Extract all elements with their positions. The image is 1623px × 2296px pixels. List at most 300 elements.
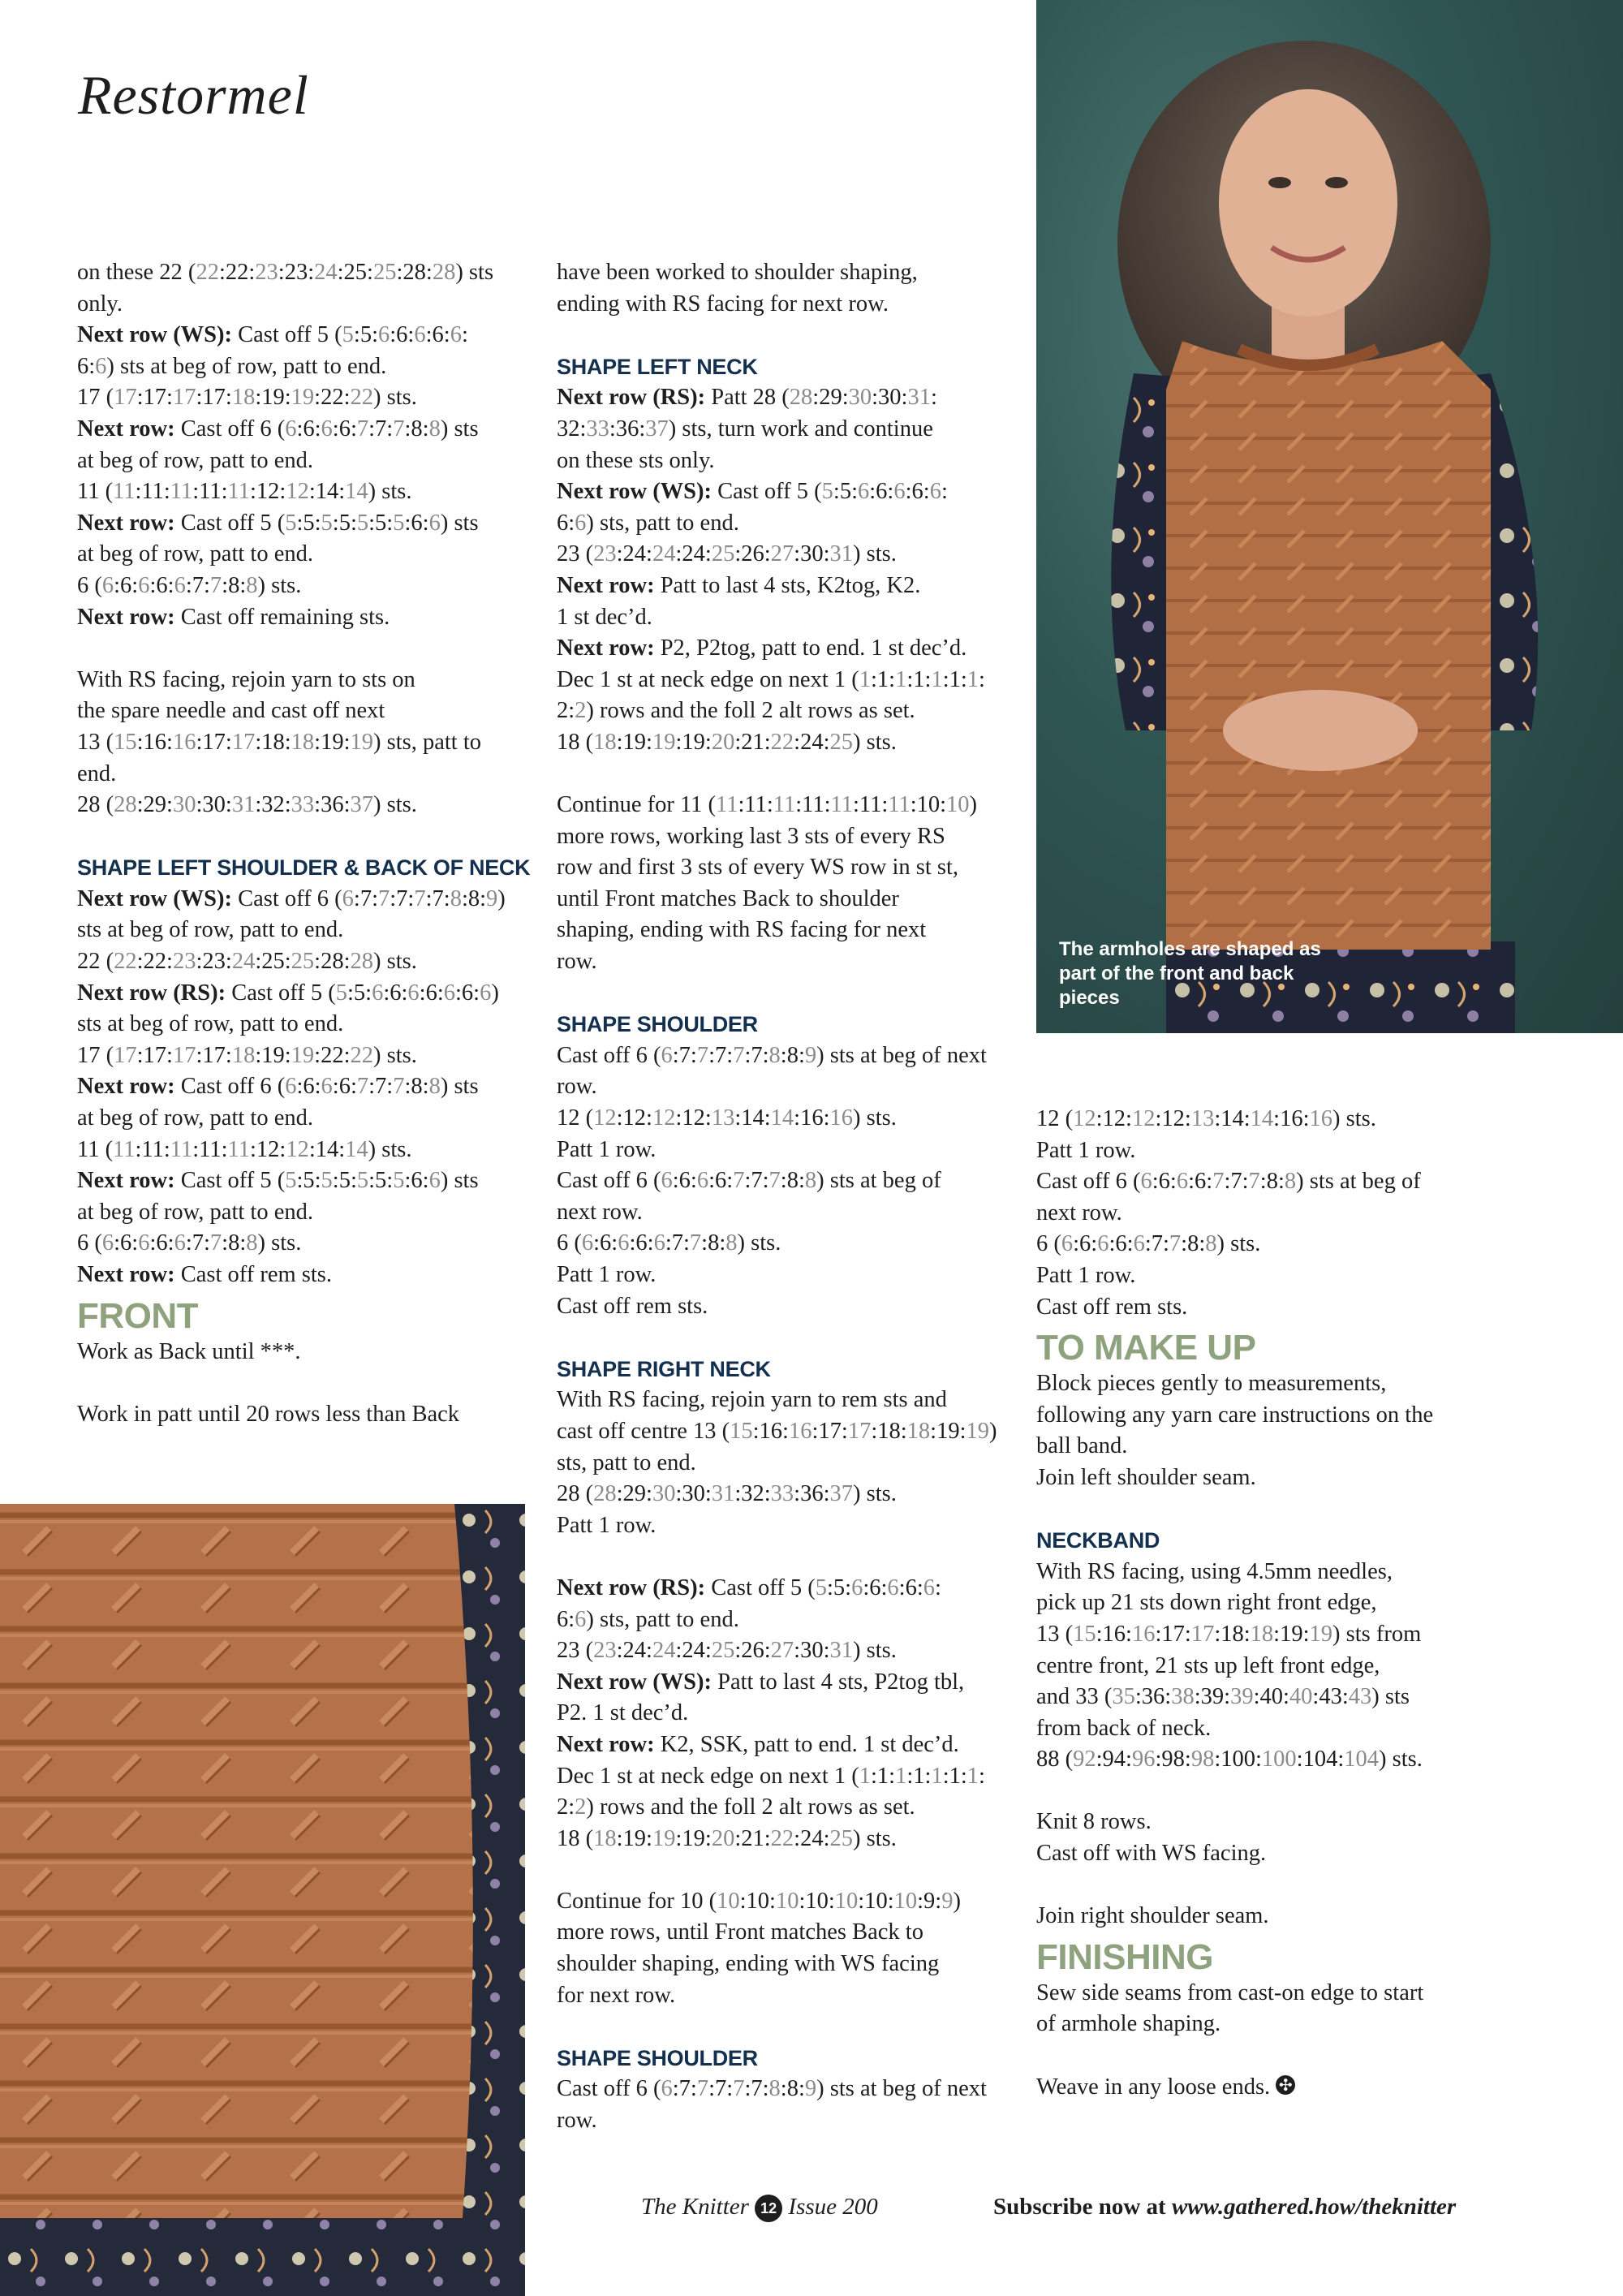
row-label: Next row: <box>557 572 655 598</box>
size-value: 30 <box>172 792 196 818</box>
row-label: Next row (WS): <box>77 885 233 911</box>
text-run: :32: <box>734 1481 771 1507</box>
pattern-text-line <box>77 915 532 946</box>
pattern-text-line <box>77 289 532 321</box>
pattern-text-line <box>557 1667 1011 1699</box>
text-run: 17 ( <box>77 1042 114 1068</box>
size-value: 23 <box>593 1638 617 1664</box>
text-run: ) <box>969 792 978 818</box>
model-illustration <box>1036 0 1623 1033</box>
text-run: :19: <box>616 1825 652 1851</box>
size-value: 5 <box>356 510 369 536</box>
size-value: 92 <box>1073 1747 1096 1773</box>
pattern-text-line <box>557 1103 1011 1135</box>
size-value: 7 <box>733 2076 745 2102</box>
pattern-text-line <box>77 602 532 634</box>
size-value: 17 <box>114 1042 137 1068</box>
text-run: :17: <box>136 1042 173 1068</box>
subsection-heading: SHAPE RIGHT NECK <box>557 1356 771 1381</box>
text-run: Weave in any loose ends. <box>1036 2074 1271 2100</box>
row-label: Next row: <box>77 1168 175 1194</box>
pattern-text-line <box>557 1698 1011 1730</box>
size-value: 5 <box>335 980 347 1006</box>
text-run: Cast off 6 ( <box>557 1042 661 1068</box>
text-run: :7: <box>185 572 210 598</box>
size-value: 6 <box>1176 1169 1189 1195</box>
pattern-text-line <box>77 476 532 508</box>
size-value: 22 <box>350 1042 373 1068</box>
pattern-text-line <box>557 633 1011 665</box>
text-run: :7: <box>185 1230 210 1256</box>
pattern-text-line <box>77 351 532 383</box>
text-run: following any yarn care instructions on the <box>1036 1402 1434 1428</box>
size-value: 11 <box>227 1136 250 1162</box>
text-run: :9: <box>917 1888 942 1914</box>
pattern-text-line <box>557 1135 1011 1166</box>
row-label: Next row: <box>77 604 175 630</box>
text-column-2 <box>557 257 1011 2137</box>
text-run: 12 ( <box>557 1105 594 1131</box>
text-run: :6: <box>898 1574 923 1600</box>
subsection-heading: SHAPE SHOULDER <box>557 1012 758 1037</box>
row-label: Next row: <box>557 1731 655 1757</box>
text-run: :12: <box>249 479 286 505</box>
pattern-text-line <box>557 884 1011 915</box>
text-run: 6 ( <box>77 572 102 598</box>
pattern-text-line <box>1036 1682 1491 1713</box>
size-value: 7 <box>733 1042 745 1068</box>
text-run: Continue for 10 ( <box>557 1888 717 1914</box>
text-run: :6: <box>419 980 444 1006</box>
size-value: 31 <box>907 385 931 411</box>
size-value: 18 <box>231 385 256 411</box>
size-value: 1 <box>895 1763 907 1789</box>
pattern-text-line <box>1036 2072 1491 2104</box>
text-run: :24: <box>675 1638 712 1664</box>
size-value: 28 <box>432 260 456 285</box>
size-value: 31 <box>829 541 853 567</box>
text-run: 6: <box>77 353 96 379</box>
size-value: 6 <box>138 572 150 598</box>
text-run: :5: <box>353 322 378 348</box>
paragraph-gap <box>557 1322 1011 1354</box>
size-value: 28 <box>350 949 373 975</box>
pattern-text-line <box>77 1165 532 1197</box>
text-run: :17: <box>812 1418 848 1444</box>
text-run: :16: <box>1096 1621 1132 1647</box>
text-run: :16: <box>794 1105 830 1131</box>
pattern-text-line <box>557 1635 1011 1667</box>
text-run: Cast off rem sts. <box>1036 1294 1188 1320</box>
size-value: 37 <box>350 792 373 818</box>
subsection-heading: NECKBAND <box>1036 1528 1160 1553</box>
text-run: ) sts <box>455 260 494 285</box>
text-run: row. <box>557 2108 597 2134</box>
size-value: 11 <box>113 1136 136 1162</box>
text-run: :12: <box>1096 1106 1132 1131</box>
knit-detail-illustration <box>0 1504 525 2296</box>
size-value: 7 <box>1169 1231 1182 1257</box>
text-run: :22: <box>314 1042 351 1068</box>
text-run: cast off centre 13 ( <box>557 1418 730 1444</box>
text-run: ) sts. <box>257 1230 302 1256</box>
text-run: :7: <box>708 2076 734 2102</box>
size-value: 33 <box>586 416 609 442</box>
size-value: 7 <box>356 1074 369 1100</box>
size-value: 25 <box>711 1638 735 1664</box>
text-run: :10: <box>799 1888 835 1914</box>
size-value: 6 <box>1061 1231 1074 1257</box>
size-value: 6 <box>378 322 390 348</box>
text-run: ) sts <box>440 510 479 536</box>
size-value: 25 <box>291 949 315 975</box>
size-value: 1 <box>895 666 907 692</box>
text-run: :8: <box>404 1074 429 1100</box>
text-run: ) <box>491 980 499 1006</box>
text-run: :12: <box>249 1136 286 1162</box>
text-run: : <box>461 322 468 348</box>
pattern-text-line <box>77 1040 532 1072</box>
section-heading: FINISHING <box>1036 1936 1213 1977</box>
size-value: 5 <box>356 1168 369 1194</box>
text-run: :11: <box>192 1136 228 1162</box>
size-value: 8 <box>246 572 258 598</box>
size-value: 7 <box>696 1042 709 1068</box>
text-run: P2, P2tog, patt to end. 1 st dec’d. <box>654 635 967 661</box>
pattern-text-line <box>77 1260 532 1291</box>
pattern-text-line <box>1036 1229 1491 1260</box>
size-value: 12 <box>1131 1106 1156 1131</box>
subsection-heading: SHAPE LEFT SHOULDER & BACK OF NECK <box>77 855 531 881</box>
size-value: 13 <box>711 1105 735 1131</box>
pattern-text-line <box>1036 1260 1491 1292</box>
text-run: end. <box>77 760 117 786</box>
size-value: 35 <box>1112 1684 1135 1710</box>
text-run: :5: <box>296 510 321 536</box>
pattern-text-line <box>1036 1713 1491 1745</box>
text-run: :7: <box>672 1042 697 1068</box>
text-run: :17: <box>196 729 232 755</box>
text-run: Patt to last 4 sts, K2tog, K2. <box>654 572 921 598</box>
text-run: :6: <box>296 416 321 442</box>
size-value: 19 <box>1309 1621 1332 1647</box>
size-value: 6 <box>887 1574 899 1600</box>
text-run: pick up 21 sts down right front edge, <box>1036 1590 1377 1616</box>
text-run: ) sts from <box>1332 1621 1422 1647</box>
size-value: 6 <box>342 885 354 911</box>
text-run: :36: <box>794 1481 830 1507</box>
text-run: :8: <box>780 1168 805 1194</box>
text-run: at beg of row, patt to end. <box>77 1199 313 1225</box>
text-run: ) sts, patt to end. <box>586 510 739 536</box>
size-value: 9 <box>486 885 498 911</box>
size-value: 8 <box>428 1074 441 1100</box>
pattern-text-line <box>77 696 532 727</box>
text-run: P2. 1 st dec’d. <box>557 1700 689 1726</box>
size-value: 8 <box>450 885 462 911</box>
text-run: Knit 8 rows. <box>1036 1809 1152 1835</box>
text-run: 13 ( <box>77 729 114 755</box>
text-run: :29: <box>136 792 173 818</box>
size-value: 20 <box>711 1825 735 1851</box>
text-run: :40: <box>1253 1684 1289 1710</box>
text-run: :22: <box>218 260 256 285</box>
text-run: ) sts. <box>368 1136 412 1162</box>
size-value: 8 <box>768 1042 781 1068</box>
paragraph-gap <box>77 821 532 853</box>
pattern-text-line <box>77 946 532 978</box>
size-value: 6 <box>285 1074 297 1100</box>
size-value: 9 <box>804 1042 817 1068</box>
paragraph-gap <box>557 2011 1011 2043</box>
subscribe-link[interactable]: www.gathered.how/theknitter <box>1171 2194 1457 2220</box>
pattern-text-line <box>557 1980 1011 2012</box>
row-label: Next row (RS): <box>557 385 706 411</box>
pattern-text-line <box>557 946 1011 978</box>
text-run: ) rows and the foll 2 alt rows as set. <box>586 1794 915 1820</box>
text-run: Cast off 5 ( <box>174 1168 286 1194</box>
pattern-text-line <box>557 446 1011 477</box>
text-run: :7: <box>744 1042 769 1068</box>
text-run: for next row. <box>557 1982 676 2008</box>
pattern-text-line <box>77 1197 532 1229</box>
page-number-badge: 12 <box>755 2195 782 2222</box>
size-value: 23 <box>255 260 278 285</box>
text-run: :7: <box>425 885 450 911</box>
text-run: With RS facing, using 4.5mm needles, <box>1036 1558 1393 1584</box>
paragraph-gap <box>1036 1870 1491 1902</box>
size-value: 7 <box>356 416 369 442</box>
pattern-text-line <box>557 1917 1011 1949</box>
text-run: 88 ( <box>1036 1747 1074 1773</box>
size-value: 8 <box>725 1230 738 1256</box>
text-run: :11: <box>738 792 773 818</box>
row-label: Next row: <box>77 510 175 536</box>
size-value: 8 <box>1284 1169 1297 1195</box>
text-run: :6: <box>905 479 930 505</box>
size-value: 11 <box>716 792 738 818</box>
size-value: 27 <box>770 1638 794 1664</box>
pattern-text-line <box>557 1479 1011 1510</box>
text-run: shaping, ending with RS facing for next <box>557 917 927 943</box>
text-run: : <box>935 1574 941 1600</box>
text-run: :6: <box>869 479 894 505</box>
text-run: Cast off with WS facing. <box>1036 1841 1267 1867</box>
pattern-text-line <box>557 696 1011 727</box>
size-value: 17 <box>114 385 137 411</box>
size-value: 13 <box>1190 1106 1215 1131</box>
text-run: 12 ( <box>1036 1106 1074 1131</box>
text-run: With RS facing, rejoin yarn to sts on <box>77 666 415 692</box>
size-value: 6 <box>1133 1231 1145 1257</box>
pattern-text-line <box>557 508 1011 540</box>
text-run: of armhole shaping. <box>1036 2011 1221 2037</box>
size-value: 9 <box>804 2076 817 2102</box>
text-run: :7: <box>708 1042 734 1068</box>
text-run: sts at beg of row, patt to end. <box>77 1011 344 1037</box>
text-run: Dec 1 st at neck edge on next 1 ( <box>557 666 859 692</box>
pattern-text-line <box>1036 1462 1491 1494</box>
text-run: :24: <box>616 1638 652 1664</box>
size-value: 6 <box>575 1606 587 1632</box>
text-run: :8: <box>222 1230 247 1256</box>
text-run: ) <box>497 885 506 911</box>
size-value: 6 <box>101 1230 114 1256</box>
text-run: :1: <box>906 666 932 692</box>
text-run: :6: <box>149 572 174 598</box>
size-value: 6 <box>618 1230 630 1256</box>
pattern-text-line <box>557 1761 1011 1793</box>
size-value: 6 <box>1140 1169 1152 1195</box>
pattern-text-line <box>557 790 1011 821</box>
size-value: 1 <box>931 666 943 692</box>
paragraph-gap <box>1036 2040 1491 2072</box>
size-value: 19 <box>350 729 373 755</box>
text-run: ) sts <box>440 416 479 442</box>
size-value: 100 <box>1261 1747 1297 1773</box>
text-run: :19: <box>616 729 652 755</box>
paragraph-gap <box>557 978 1011 1010</box>
size-value: 22 <box>196 260 219 285</box>
size-value: 2 <box>575 1794 587 1820</box>
issue-label: Issue 200 <box>788 2194 878 2220</box>
row-label: Next row: <box>77 1074 175 1100</box>
pattern-text-line <box>77 382 532 414</box>
pattern-text-line <box>557 1165 1011 1197</box>
text-run: :10: <box>910 792 947 818</box>
text-run: :14: <box>308 479 346 505</box>
size-value: 6 <box>661 1042 673 1068</box>
text-run: :6: <box>404 510 429 536</box>
size-value: 31 <box>829 1638 853 1664</box>
text-run: :6: <box>1188 1169 1213 1195</box>
text-run: Work as Back until ***. <box>77 1338 301 1364</box>
row-label: Next row (WS): <box>557 479 712 505</box>
text-run: :7: <box>353 885 378 911</box>
text-run: :36: <box>314 792 351 818</box>
size-value: 16 <box>172 729 196 755</box>
pattern-text-line <box>77 759 532 790</box>
size-value: 12 <box>1073 1106 1096 1131</box>
text-run: :28: <box>314 949 351 975</box>
pattern-text-line <box>1036 1807 1491 1838</box>
model-photo <box>1036 0 1623 1033</box>
text-run: :1: <box>871 1763 896 1789</box>
text-run: :11: <box>852 792 889 818</box>
text-run: until Front matches Back to shoulder <box>557 885 899 911</box>
paragraph-gap <box>77 633 532 665</box>
paragraph-gap <box>77 1368 532 1399</box>
size-value: 15 <box>730 1418 753 1444</box>
text-run: K2, SSK, patt to end. 1 st dec’d. <box>654 1731 959 1757</box>
pattern-text-line <box>77 1009 532 1040</box>
text-run: : <box>941 479 948 505</box>
text-run: :10: <box>739 1888 776 1914</box>
text-run: ball band. <box>1036 1433 1128 1459</box>
pattern-text-line <box>1036 1978 1491 2010</box>
pattern-text-line <box>1036 1104 1491 1135</box>
magazine-name: The Knitter <box>641 2194 749 2220</box>
pattern-text-line <box>77 1071 532 1103</box>
size-value: 37 <box>829 1481 853 1507</box>
pattern-text-line <box>557 1949 1011 1980</box>
size-value: 16 <box>1309 1106 1332 1131</box>
pattern-text-line <box>557 539 1011 571</box>
size-value: 6 <box>443 980 456 1006</box>
size-value: 8 <box>768 2076 781 2102</box>
photo-caption: The armholes are shaped as part of the front and back pieces <box>1059 938 1321 1009</box>
pattern-text-line <box>1036 1431 1491 1462</box>
text-run: :6: <box>708 1168 734 1194</box>
pattern-text-line <box>1036 1619 1491 1651</box>
size-value: 31 <box>231 792 256 818</box>
size-value: 27 <box>770 541 794 567</box>
size-value: 22 <box>770 1825 794 1851</box>
text-run: :8: <box>1181 1231 1206 1257</box>
text-run: :26: <box>734 1638 771 1664</box>
text-run: ) sts at beg of row, patt to end. <box>106 353 387 379</box>
text-run: ) sts, patt to <box>373 729 481 755</box>
text-run: Join right shoulder seam. <box>1036 1903 1269 1929</box>
text-run: ) rows and the foll 2 alt rows as set. <box>586 698 915 724</box>
size-value: 6 <box>661 1168 673 1194</box>
text-run: :7: <box>390 885 415 911</box>
size-value: 5 <box>285 1168 297 1194</box>
paragraph-gap <box>1036 1776 1491 1807</box>
size-value: 40 <box>1289 1684 1313 1710</box>
size-value: 6 <box>138 1230 150 1256</box>
text-run: :6: <box>1152 1169 1177 1195</box>
size-value: 25 <box>829 1825 853 1851</box>
text-run: :25: <box>255 949 291 975</box>
text-run: ending with RS facing for next row. <box>557 291 889 317</box>
text-run: ) sts, patt to end. <box>586 1606 739 1632</box>
text-run: :12: <box>1155 1106 1191 1131</box>
text-run: ) sts. <box>853 1825 897 1851</box>
size-value: 6 <box>480 980 492 1006</box>
text-run: :12: <box>616 1105 652 1131</box>
text-run: 18 ( <box>557 729 594 755</box>
text-run: Cast off rem sts. <box>174 1262 332 1287</box>
size-value: 7 <box>733 1168 745 1194</box>
pattern-text-line <box>557 1197 1011 1229</box>
text-run: :19: <box>675 729 712 755</box>
text-run: :16: <box>136 729 173 755</box>
text-run: :6: <box>672 1168 697 1194</box>
size-value: 5 <box>815 1574 827 1600</box>
text-run: 6: <box>557 1606 575 1632</box>
size-value: 6 <box>321 416 333 442</box>
end-mark-icon: ✣ <box>1276 2075 1295 2095</box>
text-run: sts, patt to end. <box>557 1450 696 1475</box>
text-run: :14: <box>308 1136 346 1162</box>
text-run: at beg of row, patt to end. <box>77 1105 313 1131</box>
size-value: 6 <box>575 510 587 536</box>
pattern-text-line <box>77 1135 532 1166</box>
pattern-text-line <box>557 1792 1011 1824</box>
size-value: 6 <box>858 479 870 505</box>
text-run: ) sts. <box>853 1638 897 1664</box>
subsection-heading: SHAPE SHOULDER <box>557 2045 758 2070</box>
pattern-text-line <box>557 852 1011 884</box>
text-run: ) <box>953 1888 961 1914</box>
text-run: :8: <box>780 1042 805 1068</box>
pattern-text-line <box>77 790 532 821</box>
size-value: 22 <box>350 385 373 411</box>
text-column-3 <box>1036 1104 1491 2103</box>
text-run: the spare needle and cast off next <box>77 698 385 724</box>
text-run: 6: <box>557 510 575 536</box>
